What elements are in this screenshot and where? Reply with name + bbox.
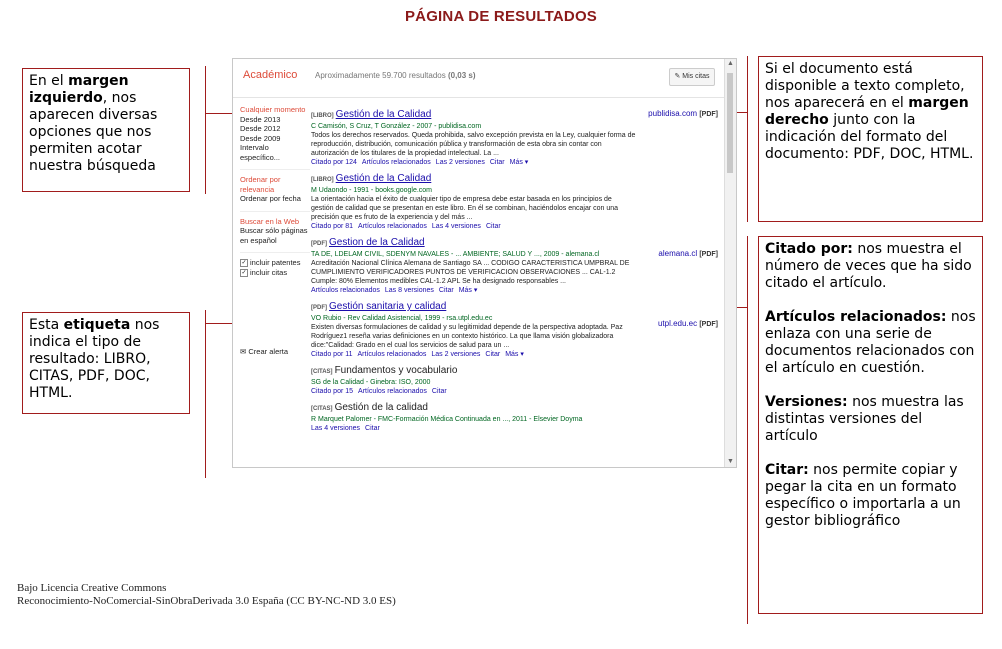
bracket-line (205, 66, 206, 194)
section-heading: Artículos relacionados: (765, 309, 947, 325)
result-action-link[interactable]: Citar (485, 223, 501, 230)
result-action-link[interactable]: Citado por 11 (311, 351, 353, 358)
callout-text-post: junto con la indicación del formato del documento: PDF, DOC, HTML. (765, 112, 974, 162)
envelope-icon: ✉ (240, 347, 247, 356)
result-links (311, 286, 636, 295)
result-links (311, 350, 636, 359)
sort-group (240, 169, 310, 204)
result-action-link[interactable]: Artículos relacionados (358, 388, 427, 395)
footer-line: Bajo Licencia Creative Commons (17, 582, 167, 594)
result-links (311, 387, 636, 396)
result-action-link[interactable]: Citado por 124 (311, 159, 357, 166)
result-action-link[interactable]: Artículos relacionados (358, 223, 427, 230)
result-action-link[interactable]: Las 2 versiones (435, 159, 485, 166)
result-time: (0,03 s) (447, 71, 476, 80)
left-filter-panel (240, 105, 310, 284)
result-action-link[interactable]: Citar (431, 388, 447, 395)
scroll-thumb[interactable] (727, 73, 733, 173)
search-result (311, 173, 636, 231)
scroll-down-icon[interactable]: ▼ (727, 458, 734, 465)
callout-right-margin (758, 56, 983, 222)
bracket-line (747, 56, 748, 222)
result-action-link[interactable]: Citado por 81 (311, 223, 354, 230)
fulltext-link[interactable] (648, 109, 718, 118)
bracket-line (747, 236, 748, 624)
result-snippet: La orientación hacia el éxito de cualquier tipo de empresa debe estar basada en los principios de gestión de calidad que se presentan en este libro. En él se combinan, haciéndolos encajar con una precisión que es fruto de la experiencia y del más ... (311, 196, 619, 221)
include-citations[interactable] (240, 268, 310, 278)
result-count (315, 71, 476, 80)
time-option[interactable]: Intervalo específico... (240, 143, 281, 162)
fulltext-format: [PDF] (699, 111, 718, 118)
sort-date[interactable]: Ordenar por fecha (240, 194, 301, 203)
result-action-link[interactable]: Más ▾ (509, 159, 529, 166)
callout-text-bold: margen izquierdo (29, 73, 129, 106)
footer-line: Reconocimiento-NoComercial-SinObraDerivada 3.0 España (CC BY-NC-ND 3.0 ES) (17, 595, 396, 607)
result-action-link[interactable]: Las 8 versiones (384, 287, 434, 294)
result-action-link[interactable]: Las 4 versiones (311, 425, 361, 432)
scrollbar[interactable] (724, 59, 736, 467)
callout-section-cite (765, 462, 976, 530)
search-result (311, 237, 636, 295)
sort-relevance[interactable]: Ordenar por relevancia (240, 175, 281, 194)
result-action-link[interactable]: Citar (365, 425, 380, 432)
result-title-row (311, 402, 636, 415)
result-type-tag: [CITAS] (311, 406, 333, 412)
result-action-link[interactable]: Citar (485, 351, 501, 358)
result-action-link[interactable]: Citado por 15 (311, 388, 354, 395)
callout-text-post: nos indica el tipo de resultado: LIBRO, CITAS, PDF, DOC, HTML. (29, 317, 160, 401)
time-option[interactable]: Desde 2009 (240, 133, 281, 143)
result-type-tag: [PDF] (311, 241, 327, 247)
my-citations-button[interactable] (669, 68, 715, 86)
result-title-link[interactable]: Gestión de la Calidad (335, 109, 432, 120)
result-action-link[interactable]: Las 4 versiones (431, 223, 481, 230)
callout-text-pre: Esta (29, 317, 64, 333)
result-title-row (311, 109, 636, 122)
section-text: nos permite copiar y pegar la cita en un formato específico o importarla a un gestor bibliográfico (765, 462, 961, 529)
results-list (311, 109, 636, 439)
fulltext-domain: utpl.edu.ec (657, 319, 698, 328)
fulltext-domain: alemana.cl (658, 249, 698, 258)
result-authors: SG de la Calidad - Ginebra: ISO, 2000 (311, 379, 431, 386)
scholar-logo[interactable]: Académico (243, 69, 298, 81)
section-text: nos enlaza con una serie de documentos relacionados con el artículo en cuestión. (765, 309, 976, 376)
result-type-tag: [CITAS] (311, 369, 333, 375)
language-group (240, 211, 310, 246)
section-heading: Citar: (765, 462, 809, 478)
callout-section-cited-by (765, 241, 976, 292)
result-title-link[interactable]: Gestión sanitaria y calidad (329, 301, 447, 312)
checkbox-icon[interactable]: ✓ (241, 269, 247, 276)
section-heading: Versiones: (765, 394, 848, 410)
my-citations-label: Mis citas (682, 73, 710, 80)
result-title-row (311, 365, 636, 378)
result-action-link[interactable]: Artículos relacionados (361, 159, 431, 166)
create-alert[interactable] (240, 347, 288, 356)
search-result (311, 402, 636, 433)
checkbox-label: incluir patentes (250, 258, 301, 267)
search-web[interactable]: Buscar en la Web (240, 216, 300, 226)
scholar-topbar (233, 59, 725, 98)
include-group (240, 252, 310, 277)
time-option[interactable]: Desde 2012 (240, 124, 281, 133)
callout-text-bold: margen derecho (765, 95, 969, 128)
fulltext-link[interactable] (658, 319, 718, 328)
result-action-link[interactable]: Más ▾ (458, 287, 478, 294)
result-title-row (311, 173, 636, 186)
result-links (311, 158, 636, 167)
fulltext-format: [PDF] (699, 321, 718, 328)
callout-section-versions (765, 394, 976, 445)
callout-section-related (765, 309, 976, 377)
result-title: Gestión de la calidad (334, 402, 428, 413)
result-count-text: Aproximadamente 59.700 resultados (315, 71, 448, 80)
result-authors: TA DE, LDELAM CIVIL, SDENYM NAVALES - ... AMBIENTE; SALUD Y ..., 2009 - alemana.cl (311, 251, 600, 258)
fulltext-domain: publidisa.com (648, 109, 698, 118)
checkbox-icon[interactable]: ✓ (241, 260, 247, 267)
result-action-link[interactable]: Artículos relacionados (357, 351, 427, 358)
result-title-link[interactable]: Gestión de la Calidad (335, 173, 432, 184)
checkbox-label: incluir citas (250, 267, 288, 277)
result-type-tag: [LIBRO] (311, 113, 334, 119)
callout-text-post: , nos aparecen diversas opciones que nos permiten acotar nuestra búsqueda (29, 90, 158, 174)
section-text: nos muestra el número de veces que ha sido citado el artículo. (765, 241, 972, 291)
result-snippet: Acreditación Nacional Clínica Alemana de Santiago SA ... CODIGO CARACTERISTICA UMPBRAL DE CUMPLIMIENTO VERIFICADORES PUNTOS DE VERIFICACION OBSERVACIONES ... CAL-1.2 Cumple: 80% Elementos medibles CAL-1.2 APL Se ha designado responsables ... (311, 260, 630, 285)
callout-text-pre: En el (29, 73, 69, 89)
callout-result-links (758, 236, 983, 614)
result-type-tag: [PDF] (311, 305, 327, 311)
result-title-row (311, 301, 636, 314)
bracket-line (205, 310, 206, 478)
fulltext-format: [PDF] (699, 251, 718, 258)
result-snippet: Existen diversas formulaciones de calidad y su legitimidad depende de la perspectiva adoptada. Paz Rodríguez1 reseña varias definiciones en un contexto histórico. La que llama visión globalizadora dice:"Calidad: Grado en el cual los servicios de salud para un ... (311, 324, 623, 349)
search-result (311, 109, 636, 167)
connector-line (205, 113, 233, 114)
result-authors: M Udaondo - 1991 - books.google.com (311, 187, 433, 194)
result-title-link[interactable]: Gestion de la Calidad (329, 237, 425, 248)
time-any[interactable]: Cualquier momento (240, 105, 306, 114)
result-type-tag: [LIBRO] (311, 177, 334, 183)
callout-tag (22, 312, 190, 414)
search-result (311, 301, 636, 359)
result-links (311, 424, 636, 433)
result-title-row (311, 237, 636, 250)
search-spanish[interactable]: Buscar sólo páginas en español (240, 226, 308, 245)
section-heading: Citado por: (765, 241, 853, 257)
result-links (311, 222, 636, 231)
result-action-link[interactable]: Artículos relacionados (311, 287, 380, 294)
callout-left-margin (22, 68, 190, 192)
result-snippet: Todos los derechos reservados. Queda prohibida, salvo excepción prevista en la Ley, cualquier forma de reproducción, distribución, comunicación pública y transformación de esta obra sin contar con autorización de los titulares de la propiedad intelectual. La ... (311, 132, 636, 157)
scholar-screenshot (232, 58, 737, 468)
result-action-link[interactable]: Citar (489, 159, 505, 166)
time-option[interactable]: Desde 2013 (240, 114, 281, 124)
include-patents[interactable] (240, 258, 310, 268)
result-action-link[interactable]: Las 2 versiones (431, 351, 481, 358)
section-text: nos muestra las distintas versiones del artículo (765, 394, 964, 444)
result-action-link[interactable]: Más ▾ (505, 351, 524, 358)
license-footer (17, 582, 396, 608)
result-action-link[interactable]: Citar (438, 287, 454, 294)
result-authors: VO Rubio - Rev Calidad Asistencial, 1999 - rsa.utpl.edu.ec (311, 315, 493, 322)
result-authors: R Marquet Palomer - FMC-Formación Médica Continuada en ..., 2011 - Elsevier Doyma (311, 416, 583, 423)
callout-text-pre: Si el documento está disponible a texto completo, nos aparecerá en el (765, 61, 965, 111)
result-authors: C Camisón, S Cruz, T González - 2007 - publidisa.com (311, 123, 482, 130)
time-filter-group (240, 105, 310, 162)
search-result (311, 365, 636, 396)
pencil-icon: ✎ (674, 73, 681, 80)
scroll-up-icon[interactable]: ▲ (727, 60, 734, 67)
fulltext-link[interactable] (658, 249, 718, 258)
callout-text-bold: etiqueta (63, 317, 131, 333)
result-title: Fundamentos y vocabulario (334, 365, 458, 376)
create-alert-label: Crear alerta (248, 347, 288, 356)
page-title: PÁGINA DE RESULTADOS (404, 8, 598, 25)
